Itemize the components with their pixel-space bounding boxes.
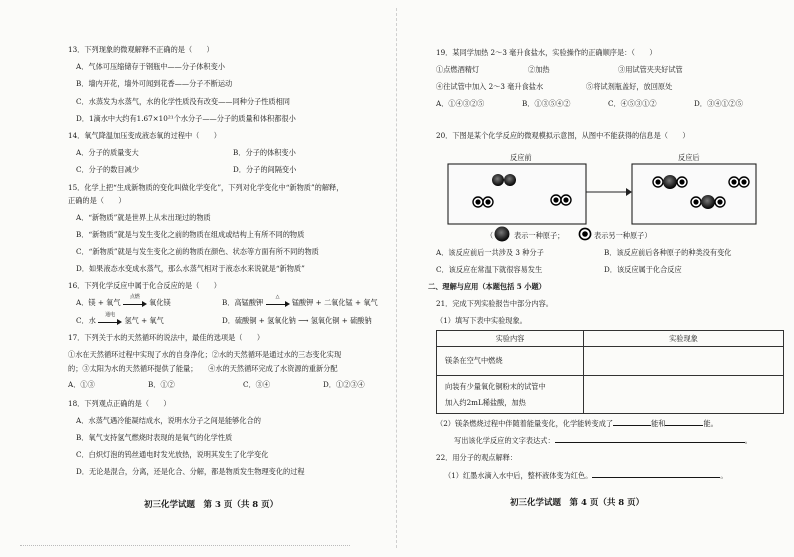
table-row	[437, 376, 784, 414]
table-row	[437, 347, 784, 376]
q16-b-condition: △	[275, 293, 280, 300]
q17-statement-2: 的；③太阳为水的天然循环提供了能量； ④水的天然循环完成了水资源的重新分配	[68, 364, 338, 373]
after-label: 反应后	[678, 153, 700, 162]
q16-option-c	[76, 311, 164, 326]
expression-blank[interactable]	[555, 435, 745, 443]
q17-option-a: A．①③	[68, 380, 95, 389]
q16-stem: 16．下列化学反应中属于化合反应的是（ ）	[68, 281, 221, 290]
row2-content-line2: 加入约2mL稀盐酸，加热	[445, 397, 526, 407]
q20-option-c: C．该反应在常温下就很容易发生	[436, 265, 543, 274]
row2-phenomenon-cell[interactable]	[584, 376, 784, 414]
q16-a-condition: 点燃	[129, 293, 140, 300]
q13-option-d: D．1滴水中大约有1.67×10²¹个水分子——分子的质量和体积都很小	[76, 114, 296, 123]
q21-sub2-line2	[454, 435, 752, 445]
q19-option-b: B．①③⑤④②	[522, 99, 571, 108]
q13-option-b: B．墙内开花，墙外可闻到花香——分子不断运动	[76, 79, 233, 88]
q15-option-c: C．“新物质”就是与发生变化之前的物质在颜色、状态等方面有所不同的物质	[76, 247, 319, 256]
q19-option-c: C．④⑤③①②	[608, 99, 657, 108]
q15-stem-2: 正确的是（ ）	[68, 196, 126, 205]
q19-step-3: ③用试管夹夹好试管	[618, 65, 683, 74]
q21-sub2-text-c: 能。	[703, 419, 718, 428]
q18-option-a: A．水蒸气遇冷能凝结成水，说明水分子之间是能够化合的	[76, 416, 261, 425]
q17-option-c: C．③④	[243, 380, 271, 389]
q19-step-2: ②加热	[528, 65, 550, 74]
reaction-arrow-icon	[98, 311, 122, 326]
q16-c-condition: 通电	[105, 311, 116, 318]
q22-stem: 22．用分子的观点解释：	[436, 453, 518, 462]
page-3-footer: 初三化学试题 第 3 页（共 8 页）	[144, 500, 279, 510]
q19-option-a: A．①④③②⑤	[436, 99, 485, 108]
scan-edge-line	[20, 545, 350, 546]
explanation-blank[interactable]	[592, 470, 720, 478]
q17-option-d: D．①②③④	[323, 380, 365, 389]
q13-option-a: A．气体可压缩储存于钢瓶中——分子体积变小	[76, 62, 225, 71]
q14-option-b: B．分子的体积变小	[233, 148, 296, 157]
reaction-arrow-icon	[123, 293, 147, 308]
q21-stem: 21．完成下列实验报告中部分内容。	[436, 299, 553, 308]
molecule-after-2	[691, 195, 725, 209]
q19-step-4: ④往试管中加入 2～3 毫升食盐水	[436, 82, 544, 91]
q19-step-5: ⑤将试剂瓶盖好，放回原处	[586, 82, 673, 91]
q16-option-b	[222, 293, 378, 308]
legend-one-atom: 表示一种原子；	[514, 231, 565, 240]
before-label: 反应前	[510, 153, 532, 162]
q15-option-a: A．“新物质”就是世界上从未出现过的物质	[76, 213, 211, 222]
legend-open-paren: （	[486, 231, 494, 240]
reaction-diagram	[438, 146, 758, 230]
black-atom-icon	[494, 226, 510, 242]
q16-a-reactants: A．镁 + 氧气	[76, 298, 121, 307]
row1-phenomenon-cell[interactable]	[584, 347, 784, 376]
page-divider	[396, 8, 397, 548]
ringed-atom-icon	[578, 227, 592, 241]
q18-option-d: D．无论是混合，分离，还是化合、分解，都是物质发生物理变化的过程	[76, 467, 305, 476]
energy-blank-2[interactable]	[665, 418, 703, 426]
q20-option-d: D．该反应属于化合反应	[604, 265, 682, 274]
q20-stem: 20．下图是某个化学反应的微观模拟示意图，从图中不能获得的信息是（ ）	[436, 131, 690, 140]
row2-content-line1: 向装有少量氧化铜粉末的试管中	[445, 381, 546, 391]
q18-option-c: C．白炽灯泡的钨丝通电时发光放热，说明其发生了化学变化	[76, 450, 269, 459]
q22-sub1-end: 。	[720, 471, 728, 480]
q17-statement-1: ①水在天然循环过程中实现了水的自身净化；②水的天然循环是通过水的三态变化实现	[68, 350, 342, 359]
q14-option-a: A．分子的质量变大	[76, 148, 139, 157]
page-3	[0, 0, 386, 557]
reaction-arrow-icon	[586, 188, 632, 196]
q21-sub1: （1）填写下表中实验现象。	[436, 316, 527, 325]
q16-b-products: 锰酸钾 + 二氧化锰 + 氧气	[291, 298, 378, 307]
q16-c-products: 氢气 + 氧气	[124, 316, 164, 325]
q16-a-products: 氧化镁	[149, 298, 171, 307]
legend-other-atom: 表示另一种原子）	[594, 231, 652, 240]
q18-stem: 18．下列观点正确的是（ ）	[68, 399, 171, 408]
page-4-footer: 初三化学试题 第 4 页（共 8 页）	[510, 498, 645, 508]
row1-content: 镁条在空气中燃烧	[437, 347, 584, 376]
q13-stem: 13．下列现象的微观解释不正确的是（ ）	[68, 45, 214, 54]
q22-sub1-text: （1）红墨水滴入水中后，整杯液体变为红色。	[444, 471, 593, 480]
q14-stem: 14．氧气降温加压变成液态氧的过程中（ ）	[68, 131, 221, 140]
q14-option-d: D．分子的间隔变小	[233, 165, 297, 174]
q16-option-a	[76, 293, 171, 308]
reaction-arrow-icon	[266, 293, 290, 308]
q21-sub2	[436, 418, 718, 428]
row2-content	[437, 376, 584, 414]
q21-expression-prompt: 写出该化学反应的文字表达式：	[454, 436, 555, 445]
q16-c-reactants: C．水	[76, 316, 96, 325]
q14-option-c: C．分子的数目减少	[76, 165, 140, 174]
q15-stem-1: 15．化学上把“生成新物质的变化叫做化学变化”，下列对化学变化中“新物质”的解释，	[68, 183, 344, 192]
q17-stem: 17．下列关于水的天然循环的说法中，最佳的选项是（ ）	[68, 333, 265, 342]
q13-option-c: C．水蒸发为水蒸气，水的化学性质没有改变——同种分子性质相同	[76, 97, 290, 106]
q20-option-a: A．该反应前后一共涉及 3 种分子	[436, 248, 544, 257]
q16-option-d: D．硫酸铜 + 氢氧化钠 ⟶ 氢氧化铜 + 硫酸钠	[222, 316, 372, 325]
q15-option-d: D．如果液态水变成水蒸气，那么水蒸气相对于液态水来说就是“新物质”	[76, 264, 305, 273]
q21-sub2-text-a: （2）镁条燃烧过程中伴随着能量变化，化学能转变成了	[436, 419, 614, 428]
energy-blank-1[interactable]	[613, 418, 651, 426]
q20-option-b: B．该反应前后各种原子的种类没有变化	[604, 248, 732, 257]
molecule-after-1	[653, 175, 687, 189]
q16-b-reactants: B．高锰酸钾	[222, 298, 264, 307]
col-header-content: 实验内容	[437, 331, 584, 347]
q17-option-b: B．①②	[148, 380, 175, 389]
experiment-table	[436, 330, 784, 414]
after-box	[632, 164, 756, 224]
before-box	[448, 164, 586, 224]
reaction-model-svg	[438, 146, 758, 230]
q21-sub2-text-b: 能和	[651, 419, 666, 428]
q19-option-d: D．③④①②⑤	[694, 99, 743, 108]
q19-step-1: ①点燃酒精灯	[436, 65, 480, 74]
section-2-heading: 二、理解与应用（本题包括 5 小题）	[428, 282, 546, 291]
q15-option-b: B．“新物质”就是与发生变化之前的物质在组成或结构上有所不同的物质	[76, 230, 305, 239]
q21-expression-end: 。	[744, 436, 752, 445]
page-4	[408, 0, 794, 557]
q19-stem: 19．某同学加热 2～3 毫升食盐水，实验操作的正确顺序是：（ ）	[436, 48, 657, 57]
q22-sub1	[444, 470, 728, 480]
q18-option-b: B．氧气支持氢气燃烧时表现的是氧气的化学性质	[76, 433, 233, 442]
table-header-row	[437, 331, 784, 347]
col-header-phenomenon: 实验现象	[584, 331, 784, 347]
